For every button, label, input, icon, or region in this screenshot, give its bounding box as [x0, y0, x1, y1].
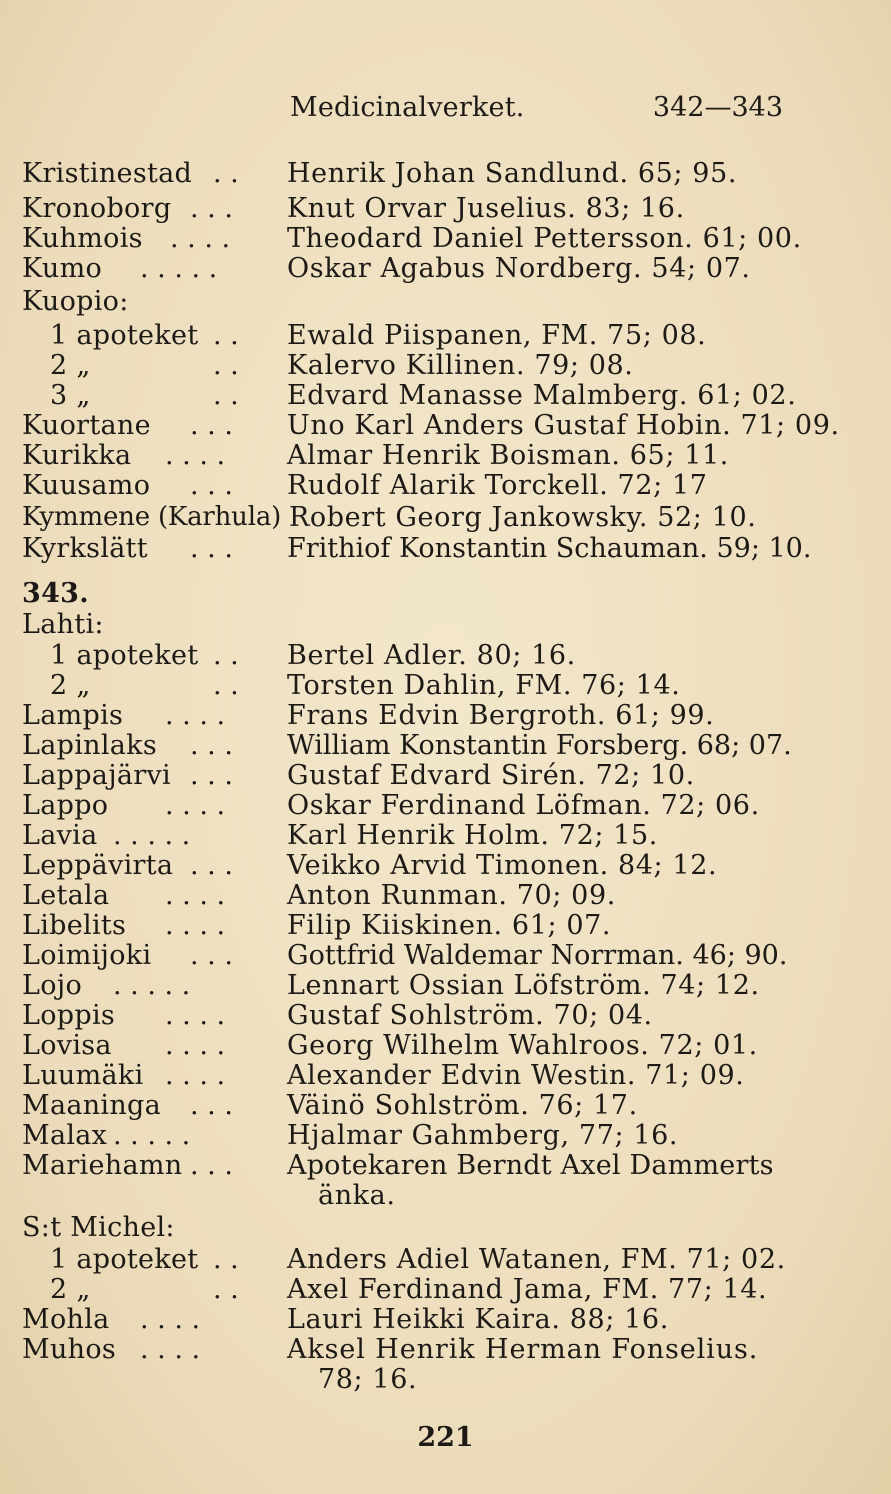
place-name: Lampis [22, 700, 124, 731]
section-number-row [0, 578, 891, 612]
pharmacist-name: Filip Kiiskinen. 61; 07. [287, 910, 612, 941]
place-name: Kuortane [22, 410, 151, 441]
place-name: 1 apoteket [50, 640, 199, 671]
leader-dots: . . . [190, 470, 233, 501]
pharmacist-name: Aksel Henrik Herman Fonselius. [287, 1334, 759, 1365]
section-number: 343. [22, 578, 89, 609]
leader-dots: . . . . . [113, 970, 191, 1001]
leader-dots: . . . . [140, 1304, 201, 1335]
place-name: Leppävirta [22, 850, 174, 881]
place-name: Mohla [22, 1304, 110, 1335]
list-item [0, 1000, 891, 1034]
pharmacist-name: Apotekaren Berndt Axel Dammerts [287, 1150, 774, 1181]
leader-dots: . . . [190, 193, 233, 224]
pharmacist-name: Knut Orvar Juselius. 83; 16. [287, 193, 685, 224]
group-heading: S:t Michel: [22, 1212, 175, 1243]
pharmacist-name: William Konstantin Forsberg. 68; 07. [287, 730, 792, 761]
leader-dots: . . . . . [140, 253, 218, 284]
list-item [0, 223, 891, 257]
list-item [0, 253, 891, 287]
list-item [0, 1120, 891, 1154]
leader-dots: . . . [190, 533, 233, 564]
place-name: 2 „ [50, 670, 91, 701]
place-name: Malax [22, 1120, 108, 1151]
list-item [0, 940, 891, 974]
list-item [0, 880, 891, 914]
pharmacist-name-continuation: änka. [318, 1180, 396, 1211]
place-name: Lavia [22, 820, 98, 851]
list-item [0, 1304, 891, 1338]
list-item-continuation [0, 1180, 891, 1214]
leader-dots: . . . . [165, 1060, 226, 1091]
list-item [0, 380, 891, 414]
list-item [0, 193, 891, 227]
pharmacist-name: Frans Edvin Bergroth. 61; 99. [287, 700, 715, 731]
place-name: Kumo [22, 253, 103, 284]
pharmacist-name: Veikko Arvid Timonen. 84; 12. [287, 850, 718, 881]
place-name: Kristinestad [22, 158, 193, 189]
pharmacist-name: Henrik Johan Sandlund. 65; 95. [287, 158, 738, 189]
pharmacist-name: Gottfrid Waldemar Norrman. 46; 90. [287, 940, 788, 971]
place-name: Kronoborg [22, 193, 172, 224]
pharmacist-name: Anton Runman. 70; 09. [287, 880, 616, 911]
list-item [0, 502, 891, 536]
list-item [0, 1150, 891, 1184]
list-item [0, 410, 891, 444]
pharmacist-name: Uno Karl Anders Gustaf Hobin. 71; 09. [287, 410, 840, 441]
list-item [0, 440, 891, 474]
place-name: 2 „ [50, 1274, 91, 1305]
leader-dots: . . . . [165, 910, 226, 941]
place-name: Lojo [22, 970, 83, 1001]
pharmacist-name: Frithiof Konstantin Schauman. 59; 10. [287, 533, 812, 564]
list-item [0, 640, 891, 674]
group-heading-row [0, 286, 891, 320]
leader-dots: . . [213, 1244, 239, 1275]
pharmacist-name: Anders Adiel Watanen, FM. 71; 02. [287, 1244, 786, 1275]
group-heading-row [0, 609, 891, 643]
list-item [0, 850, 891, 884]
list-item [0, 1030, 891, 1064]
pharmacist-name: Bertel Adler. 80; 16. [287, 640, 576, 671]
list-item [0, 158, 891, 192]
leader-dots: . . . [190, 410, 233, 441]
leader-dots: . . [213, 640, 239, 671]
leader-dots: . . . . . [113, 1120, 191, 1151]
leader-dots: . . . . [170, 223, 231, 254]
running-header [0, 92, 891, 132]
page-number: 221 [417, 1422, 474, 1453]
pharmacist-name: Karl Henrik Holm. 72; 15. [287, 820, 658, 851]
pharmacist-name: Torsten Dahlin, FM. 76; 14. [287, 670, 681, 701]
place-name: Kuusamo [22, 470, 151, 501]
list-item [0, 670, 891, 704]
list-item [0, 910, 891, 944]
leader-dots: . . . . [165, 440, 226, 471]
place-name: Loppis [22, 1000, 116, 1031]
list-item [0, 700, 891, 734]
pharmacist-name: Axel Ferdinand Jama, FM. 77; 14. [287, 1274, 768, 1305]
list-item [0, 1244, 891, 1278]
pharmacist-name: Lauri Heikki Kaira. 88; 16. [287, 1304, 669, 1335]
place-name: Kymmene (Karhula) [22, 502, 282, 532]
pharmacist-name: Almar Henrik Boisman. 65; 11. [287, 440, 729, 471]
pharmacist-name: Kalervo Killinen. 79; 08. [287, 350, 634, 381]
pharmacist-name: Hjalmar Gahmberg, 77; 16. [287, 1120, 679, 1151]
pharmacist-name: Theodard Daniel Pettersson. 61; 00. [287, 223, 802, 254]
pharmacist-name: Robert Georg Jankowsky. 52; 10. [289, 502, 757, 533]
pharmacist-name: Georg Wilhelm Wahlroos. 72; 01. [287, 1030, 758, 1061]
place-name: 1 apoteket [50, 1244, 199, 1275]
leader-dots: . . . [190, 1150, 233, 1181]
pharmacist-name: Ewald Piispanen, FM. 75; 08. [287, 320, 707, 351]
place-name: Lappo [22, 790, 109, 821]
leader-dots: . . [213, 320, 239, 351]
leader-dots: . . . . [165, 790, 226, 821]
group-heading: Lahti: [22, 609, 104, 640]
list-item [0, 1090, 891, 1124]
list-item-continuation [0, 1364, 891, 1398]
leader-dots: . . . [190, 940, 233, 971]
list-item [0, 760, 891, 794]
pharmacist-name: Rudolf Alarik Torckell. 72; 17 [287, 470, 708, 501]
place-name: Lovisa [22, 1030, 112, 1061]
place-name: Kuhmois [22, 223, 143, 254]
leader-dots: . . . . [165, 1030, 226, 1061]
list-item [0, 1274, 891, 1308]
leader-dots: . . . [190, 760, 233, 791]
list-item [0, 350, 891, 384]
list-item [0, 320, 891, 354]
place-name: Libelits [22, 910, 127, 941]
header-page-range: 342—343 [652, 92, 783, 123]
place-name: Kurikka [22, 440, 132, 471]
list-item [0, 790, 891, 824]
leader-dots: . . [213, 1274, 239, 1305]
leader-dots: . . . [190, 1090, 233, 1121]
pharmacist-name: Väinö Sohlström. 76; 17. [287, 1090, 638, 1121]
group-heading-row [0, 1212, 891, 1246]
leader-dots: . . . . [140, 1334, 201, 1365]
list-item [0, 1334, 891, 1368]
leader-dots: . . . . [165, 880, 226, 911]
place-name: Lappajärvi [22, 760, 171, 791]
place-name: Maaninga [22, 1090, 162, 1121]
list-item [0, 970, 891, 1004]
leader-dots: . . . [190, 730, 233, 761]
place-name: Luumäki [22, 1060, 144, 1091]
list-item [0, 470, 891, 504]
pharmacist-name: Alexander Edvin Westin. 71; 09. [287, 1060, 745, 1091]
pharmacist-name: Gustaf Edvard Sirén. 72; 10. [287, 760, 695, 791]
pharmacist-name: Oskar Agabus Nordberg. 54; 07. [287, 253, 751, 284]
place-name: Lapinlaks [22, 730, 157, 761]
leader-dots: . . . [190, 850, 233, 881]
place-name: Mariehamn [22, 1150, 183, 1181]
place-name: Letala [22, 880, 110, 911]
pharmacist-name: Oskar Ferdinand Löfman. 72; 06. [287, 790, 760, 821]
leader-dots: . . . . [165, 1000, 226, 1031]
pharmacist-name-continuation: 78; 16. [318, 1364, 418, 1395]
place-name: Loimijoki [22, 940, 152, 971]
list-item [0, 1060, 891, 1094]
group-heading: Kuopio: [22, 286, 129, 317]
header-title: Medicinalverket. [290, 92, 525, 123]
leader-dots: . . . . . [113, 820, 191, 851]
list-item [0, 730, 891, 764]
place-name: 2 „ [50, 350, 91, 381]
place-name: Kyrkslätt [22, 533, 148, 564]
place-name: 1 apoteket [50, 320, 199, 351]
place-name: Muhos [22, 1334, 117, 1365]
leader-dots: . . . . [165, 700, 226, 731]
leader-dots: . . [213, 670, 239, 701]
leader-dots: . . [213, 380, 239, 411]
list-item [0, 533, 891, 567]
leader-dots: . . [213, 350, 239, 381]
list-item [0, 820, 891, 854]
pharmacist-name: Lennart Ossian Löfström. 74; 12. [287, 970, 760, 1001]
pharmacist-name: Edvard Manasse Malmberg. 61; 02. [287, 380, 797, 411]
leader-dots: . . [213, 158, 239, 189]
place-name: 3 „ [50, 380, 91, 411]
pharmacist-name: Gustaf Sohlström. 70; 04. [287, 1000, 653, 1031]
